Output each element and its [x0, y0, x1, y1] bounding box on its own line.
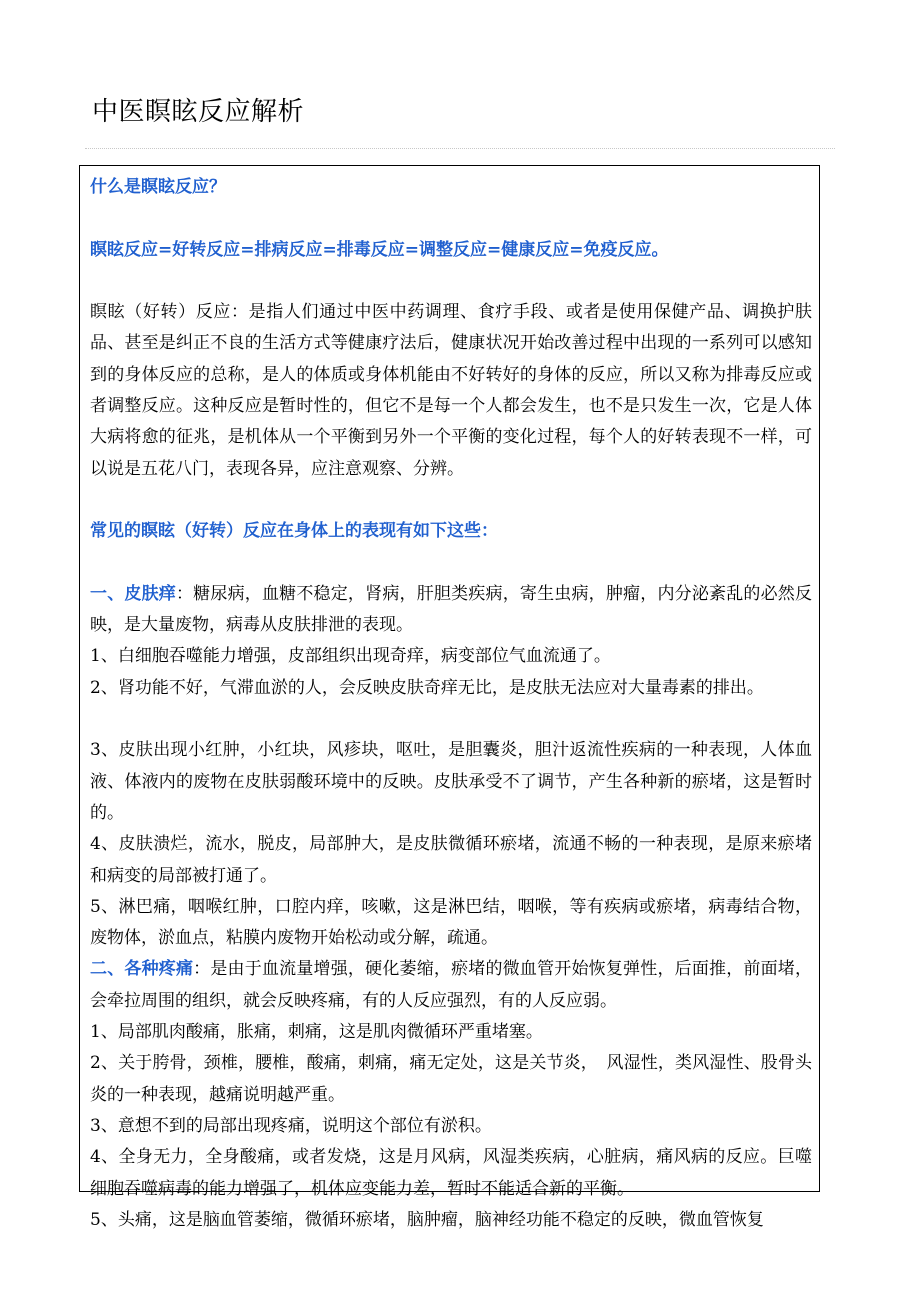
equation-heading: 瞑眩反应=好转反应=排病反应=排毒反应=调整反应=健康反应=免疫反应。 — [90, 239, 669, 260]
list-item: 2、关于胯骨，颈椎，腰椎，酸痛，刺痛，痛无定处，这是关节炎， 风湿性，类风湿性、股骨头炎的一种表现，越痛说明越严重。 — [90, 1053, 812, 1105]
list-item: 2、肾功能不好，气滞血淤的人，会反映皮肤奇痒无比，是皮肤无法应对大量毒素的排出。 — [90, 677, 764, 698]
common-reactions-heading: 常见的瞑眩（好转）反应在身体上的表现有如下这些： — [90, 521, 498, 542]
section-1-text: ：糖尿病，血糖不稳定，肾病，肝胆类疾病，寄生虫病，肿瘤，内分泌紊乱的必然反映，是大量废物，病毒从皮肤排泄的表现。 — [90, 583, 813, 636]
section-2-paragraph — [90, 954, 812, 1017]
page-title: 中医瞑眩反应解析 — [92, 97, 305, 127]
content-box — [79, 165, 820, 1230]
article-body — [90, 172, 812, 1236]
list-item: 3、意想不到的局部出现疼痛，说明这个部位有淤积。 — [90, 1115, 492, 1136]
section-2-text: ：是由于血流量增强，硬化萎缩，瘀堵的微血管开始恢复弹性，后面推，前面堵，会牵拉周围的组织，就会反映疼痛，有的人反应强烈，有的人反应弱。 — [90, 959, 812, 1011]
list-item: 3、皮肤出现小红肿，小红块，风疹块，呕吐，是胆囊炎，胆汁返流性疾病的一种表现，人体血液、体液内的废物在皮肤弱酸环境中的反映。皮肤承受不了调节，产生各种新的瘀堵，这是暂时的。 — [90, 740, 812, 823]
list-item: 5、头痛，这是脑血管萎缩，微循环瘀堵，脑肿瘤，脑神经功能不稳定的反映，微血管恢复 — [90, 1209, 764, 1230]
section-1-label: 一、皮肤痒 — [90, 583, 176, 604]
list-item: 4、皮肤溃烂，流水，脱皮，局部肿大，是皮肤微循环瘀堵，流通不畅的一种表现，是原来瘀堵和病变的局部被打通了。 — [90, 834, 812, 886]
question-heading: 什么是瞑眩反应？ — [90, 177, 226, 197]
title-divider — [85, 148, 835, 149]
section-1-paragraph — [90, 579, 812, 642]
list-item: 4、全身无力，全身酸痛，或者发烧，这是月风病，风湿类疾病，心脏病，痛风病的反应。巨噬细胞吞噬病毒的能力增强了，机体应变能力差，暂时不能适合新的平衡。 — [90, 1147, 812, 1199]
list-item: 1、白细胞吞噬能力增强，皮部组织出现奇痒，病变部位气血流通了。 — [90, 646, 611, 667]
list-item: 5、淋巴痛，咽喉红肿，口腔内痒，咳嗽，这是淋巴结，咽喉，等有疾病或瘀堵，病毒结合物，废物体，淤血点，粘膜内废物开始松动或分解，疏通。 — [90, 896, 812, 949]
section-2-label: 二、各种疼痛 — [90, 959, 194, 980]
definition-paragraph: 瞑眩（好转）反应：是指人们通过中医中药调理、食疗手段、或者是使用保健产品、调换护肤品、甚至是纠正不良的生活方式等健康疗法后，健康状况开始改善过程中出现的一系列可以感知到的身体反应的总称，是人的体质或身体机能由不好转好的身体的反应，所以又称为排毒反应或者调整反应。这种反应是暂时性的，但它不是每一个人都会发生，也不是只发生一次，它是人体大病将愈的征兆，是机体从一个平衡到另外一个平衡的变化过程，每个人的好转表现不一样，可以说是五花八门，表现各异，应注意观察、分辨。 — [90, 302, 812, 479]
list-item: 1、局部肌肉酸痛，胀痛，刺痛，这是肌肉微循环严重堵塞。 — [90, 1022, 543, 1043]
